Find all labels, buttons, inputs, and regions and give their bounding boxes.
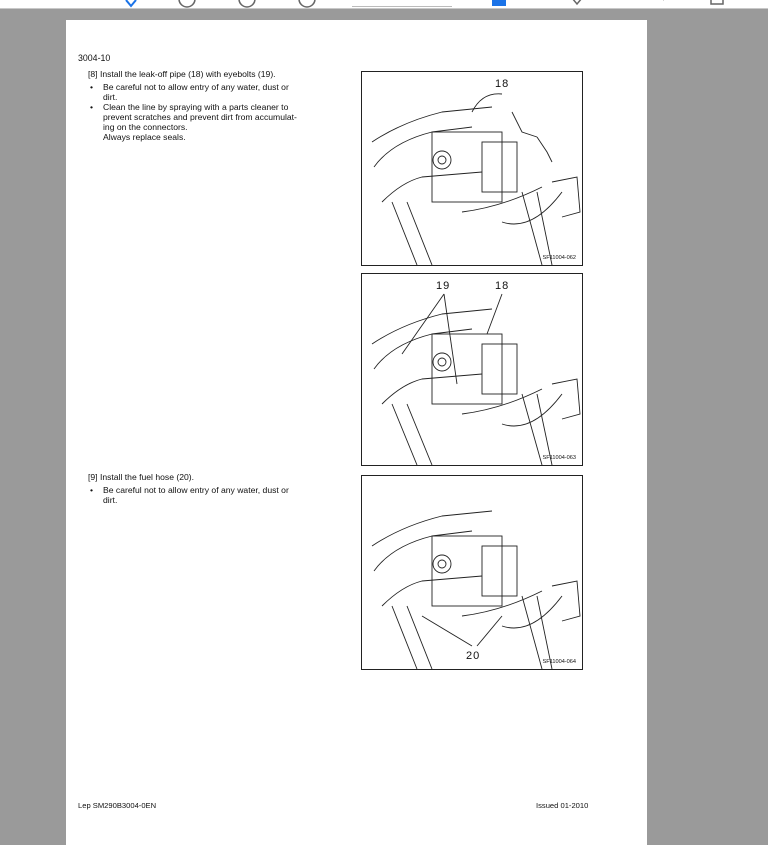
step-9-bullets bbox=[88, 485, 333, 505]
share-icon[interactable] bbox=[652, 0, 670, 8]
bookmark-icon[interactable] bbox=[568, 0, 586, 8]
engine-line-drawing bbox=[362, 476, 582, 669]
figure-leak-off-pipe bbox=[361, 71, 583, 266]
footer-issue-date: Issued 01-2010 bbox=[536, 801, 589, 810]
document-page bbox=[66, 20, 647, 845]
step-8-title: [8] Install the leak-off pipe (18) with eyebolts (19). bbox=[88, 69, 276, 79]
step-9-bullet-1: • Be careful not to allow entry of any water, dust or dirt. bbox=[88, 485, 333, 505]
step-9-title: [9] Install the fuel hose (20). bbox=[88, 472, 195, 482]
search-field[interactable] bbox=[352, 0, 452, 7]
page-number: 3004-10 bbox=[78, 53, 111, 63]
step-8-bullets bbox=[88, 82, 333, 142]
page-icon[interactable] bbox=[490, 0, 508, 8]
zoom-in-icon[interactable] bbox=[298, 0, 316, 8]
callout-19: 19 bbox=[436, 280, 451, 292]
callout-18: 18 bbox=[495, 280, 510, 292]
rotate-icon[interactable] bbox=[178, 0, 196, 8]
callout-20: 20 bbox=[466, 650, 481, 662]
footer-doc-id: Lep SM290B3004-0EN bbox=[78, 801, 157, 810]
figure-eyebolts bbox=[361, 273, 583, 466]
viewer-toolbar bbox=[0, 0, 768, 9]
engine-line-drawing bbox=[362, 274, 582, 465]
nav-icon[interactable] bbox=[122, 0, 140, 8]
figure-fuel-hose bbox=[361, 475, 583, 670]
engine-line-drawing bbox=[362, 72, 582, 265]
step-8-bullet-1: • Be careful not to allow entry of any water, dust or dirt. bbox=[88, 82, 333, 102]
figure-code: SF11004-062 bbox=[542, 255, 576, 261]
figure-code: SF11004-064 bbox=[542, 659, 576, 665]
step-8-bullet-2: • Clean the line by spraying with a parts cleaner to prevent scratches and prevent dirt from accumulat- ing on the connectors. Always replace seals. bbox=[88, 102, 333, 142]
callout-18: 18 bbox=[495, 78, 510, 90]
download-icon[interactable] bbox=[708, 0, 726, 8]
zoom-out-icon[interactable] bbox=[238, 0, 256, 8]
figure-code: SF11004-063 bbox=[542, 455, 576, 461]
